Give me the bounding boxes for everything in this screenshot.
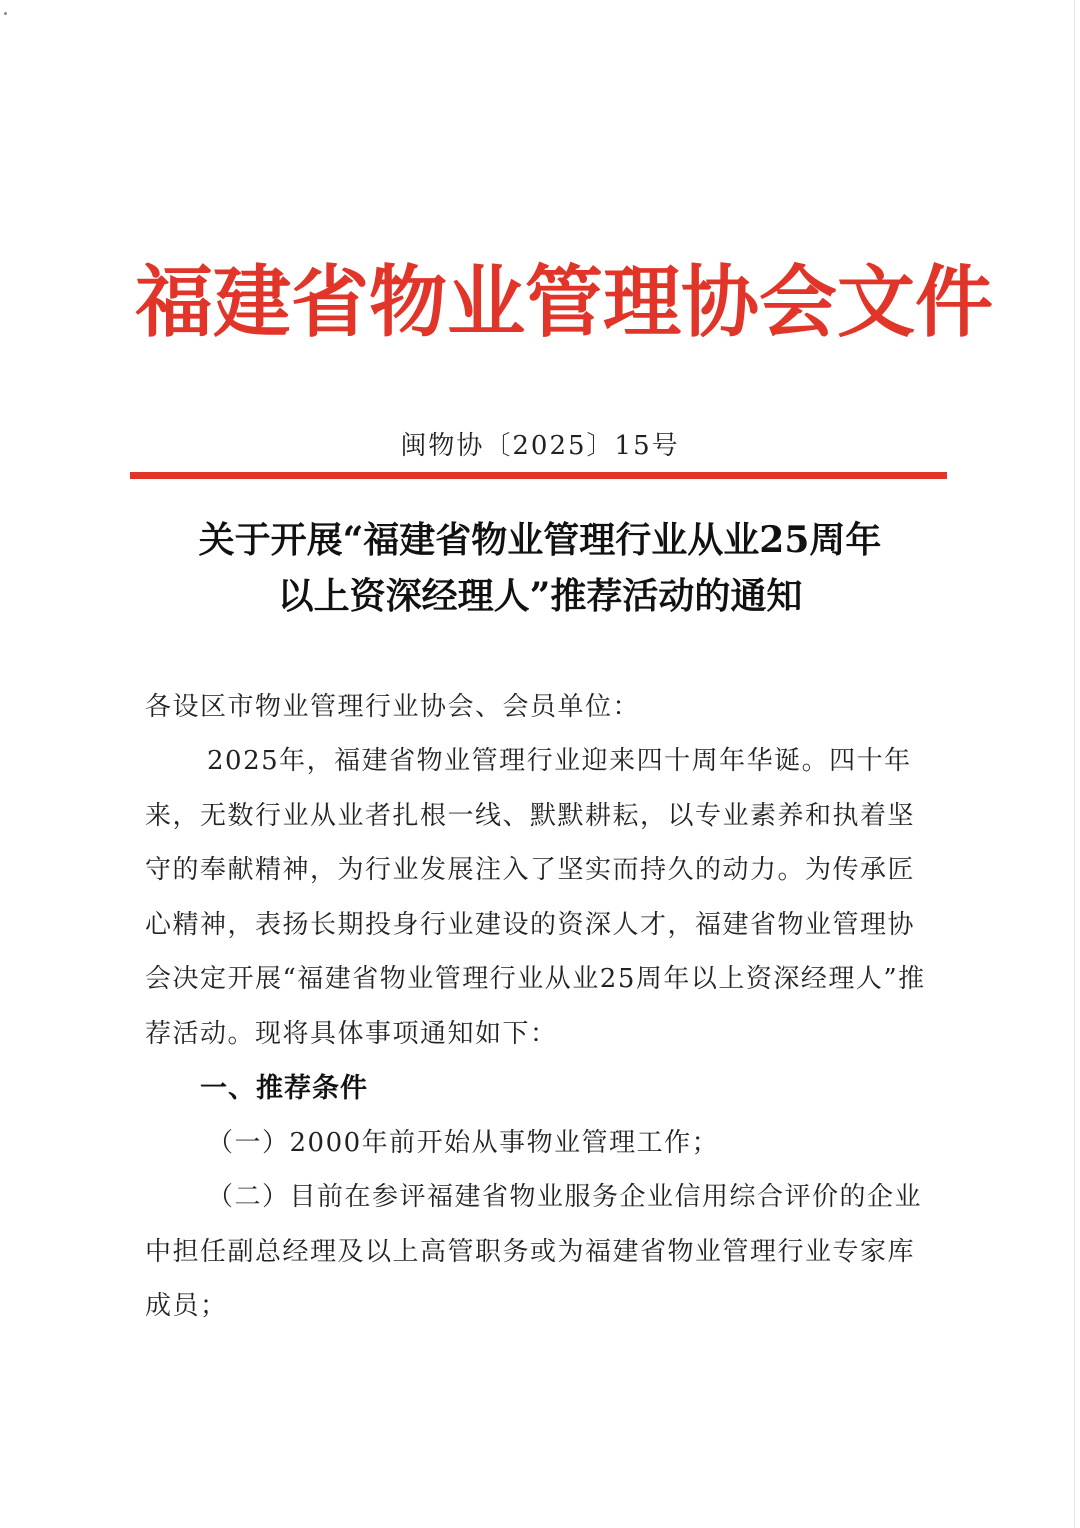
issuer-title: 福建省物业管理协会文件 [135, 257, 994, 348]
condition-item-1: （一）2000年前开始从事物业管理工作； [207, 1128, 720, 1158]
red-divider-line [130, 472, 947, 479]
condition-item-2: （二）目前在参评福建省物业服务企业信用综合评价的企业中担任副总经理及以上高管职务或为福建省物业管理行业专家库成员； [145, 1182, 923, 1321]
notice-title-line1: 关于开展“福建省物业管理行业从业25周年 [198, 519, 882, 561]
page-edge [1074, 0, 1075, 1528]
section-heading-recommendation-conditions: 一、推荐条件 [200, 1073, 368, 1104]
intro-paragraph: 2025年，福建省物业管理行业迎来四十周年华诞。四十年来，无数行业从业者扎根一线、默默耕耘，以专业素养和执着坚守的奉献精神，为行业发展注入了坚实而持久的动力。为传承匠心精神，表扬长期投身行业建设的资深人才，福建省物业管理协会决定开展“福建省物业管理行业从业25周年以上资深经理人”推荐活动。现将具体事项通知如下： [145, 746, 926, 1049]
notice-title-line2: 以上资深经理人”推荐活动的通知 [277, 575, 803, 617]
notice-title [100, 512, 980, 624]
salutation: 各设区市物业管理行业协会、会员单位： [145, 692, 641, 722]
document-number: 闽物协〔2025〕15号 [400, 431, 680, 461]
scan-speck [4, 12, 7, 15]
